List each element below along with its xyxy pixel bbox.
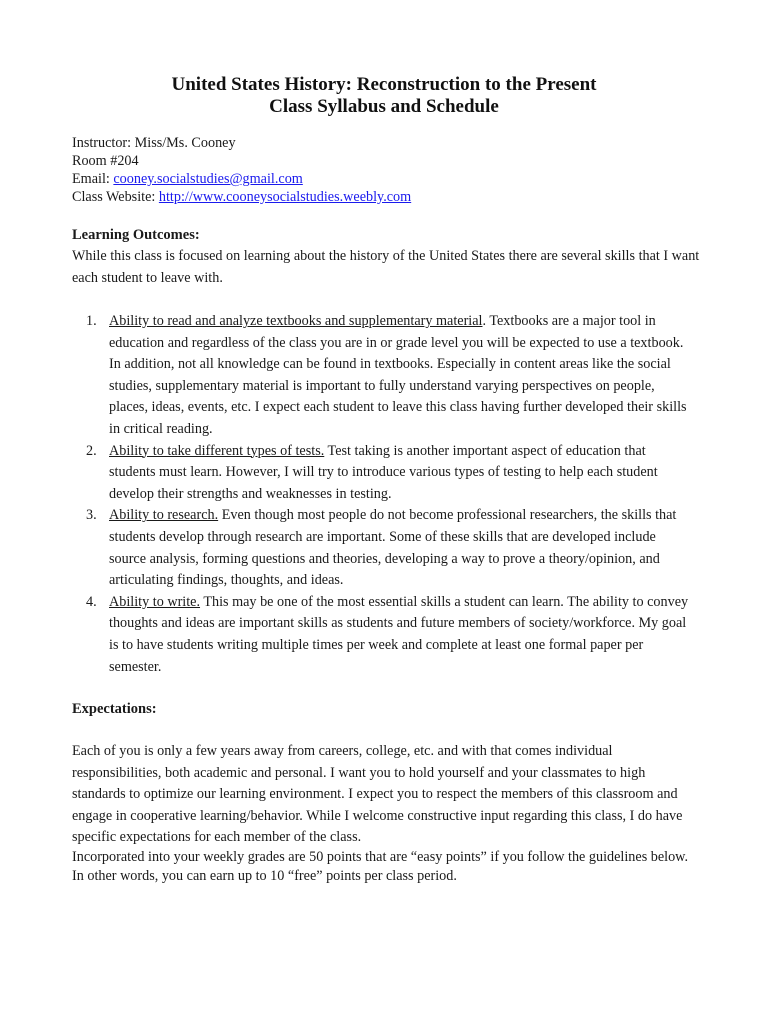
outcome-item bbox=[0, 592, 694, 678]
outcome-number: 4. bbox=[86, 593, 97, 610]
outcome-number: 1. bbox=[86, 313, 97, 329]
outcome-number: 3. bbox=[86, 507, 97, 524]
learning-outcomes-heading: Learning Outcomes: bbox=[72, 227, 200, 243]
email-row bbox=[72, 170, 411, 188]
outcome-number: 2. bbox=[86, 442, 97, 459]
expectations-heading: Expectations: bbox=[72, 701, 157, 717]
document-subtitle: Class Syllabus and Schedule bbox=[269, 96, 499, 117]
outcome-text: This may be one of the most essential skills a student can learn. The ability to convey thoughts and ideas are important skills as students and future members of society/workforce. My goal is to have students writing multiple times per week and complete at least one formal paper per semester. bbox=[109, 593, 689, 675]
learning-outcomes-intro: While this class is focused on learning about the history of the United States there are several skills that I want each student to leave with. bbox=[72, 248, 700, 286]
document-title: United States History: Reconstruction to the Present bbox=[171, 74, 597, 95]
website-label: Class Website: bbox=[72, 189, 159, 205]
outcome-item bbox=[0, 441, 694, 506]
outcome-text: . Textbooks are a major tool in education and regardless of the class you are in or grade level you will be expected to use a textbook. In addition, not all knowledge can be found in textbooks. Especially in content areas like the social studies, supplementary material is important to fully understand varying perspectives on people, places, ideas, events, etc. I expect each student to leave this class having further developed their skills in critical reading. bbox=[109, 313, 687, 437]
outcome-text: Even though most people do not become professional researchers, the skills that students develop through research are important. Some of these skills that are developed include source analysis, forming questions and theories, developing a way to prove a theory/opinion, and articulating findings, thoughts, and ideas. bbox=[109, 507, 677, 589]
website-link[interactable]: http://www.cooneysocialstudies.weebly.com bbox=[158, 189, 412, 205]
instructor-name: Instructor: Miss/Ms. Cooney bbox=[72, 135, 236, 151]
easy-points-paragraph: Incorporated into your weekly grades are 50 points that are “easy points” if you follow the guidelines below. In other words, you can earn up to 10 “free” points per class period. bbox=[72, 849, 689, 884]
outcome-text: Test taking is another important aspect of education that students must learn. However, I will try to introduce various types of testing to help each student develop their strengths and weaknesses in testing. bbox=[109, 442, 658, 502]
website-row bbox=[72, 188, 411, 206]
outcome-title: Ability to write. bbox=[109, 593, 201, 610]
outcomes-list bbox=[0, 311, 768, 678]
instructor-info bbox=[72, 134, 411, 206]
expectations-paragraph: Each of you is only a few years away from careers, college, etc. and with that comes individual responsibilities, both academic and personal. I want you to hold yourself and your classmates to high standards to optimize our learning environment. I expect you to respect the members of this classroom and engage in cooperative learning/behavior. While I welcome constructive input regarding this class, I do have specific expectations for each member of the class. bbox=[72, 743, 683, 846]
outcome-item bbox=[0, 311, 694, 441]
room-number: Room #204 bbox=[72, 153, 139, 169]
email-link[interactable]: cooney.socialstudies@gmail.com bbox=[113, 171, 303, 187]
outcome-title: Ability to take different types of tests. bbox=[109, 442, 325, 459]
outcome-title: Ability to research. bbox=[109, 507, 219, 524]
outcome-title: Ability to read and analyze textbooks and supplementary material bbox=[109, 313, 483, 329]
outcome-item bbox=[0, 505, 694, 591]
email-label: Email: bbox=[72, 171, 114, 187]
